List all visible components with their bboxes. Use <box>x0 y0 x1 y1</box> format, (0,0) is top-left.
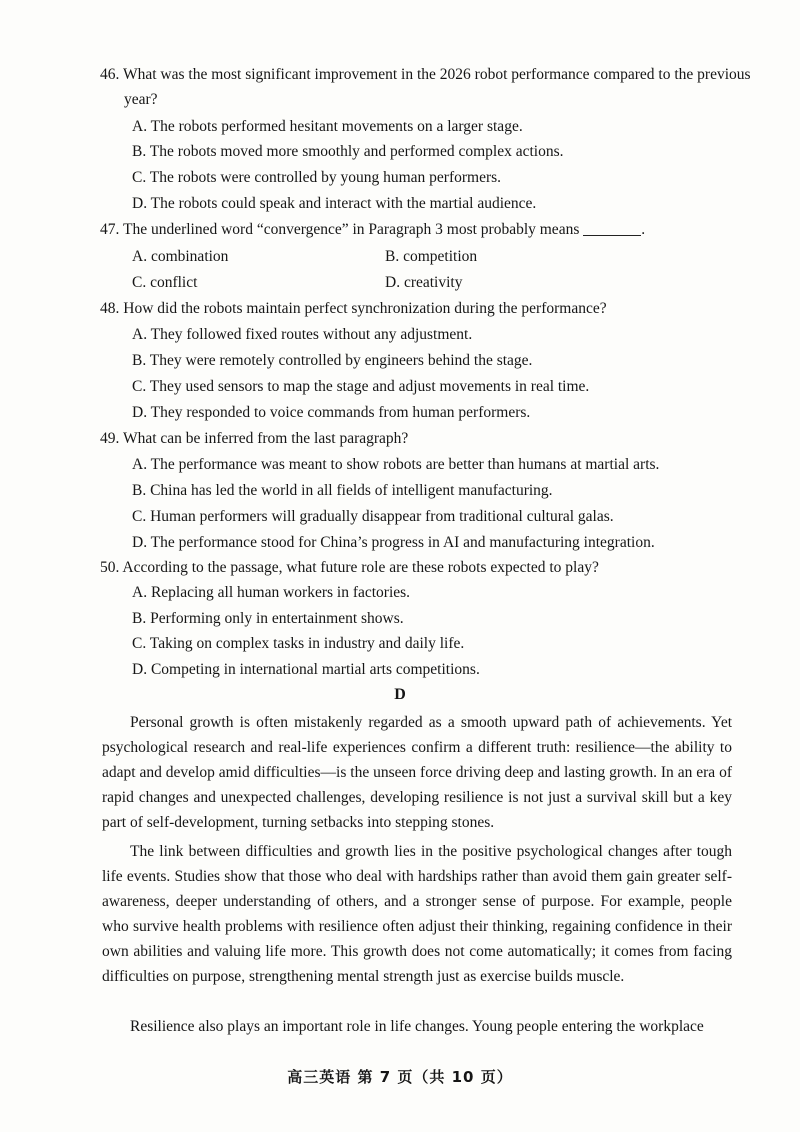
answer-blank <box>583 235 641 236</box>
question-50-option-b: B. Performing only in entertainment shows. <box>132 610 404 627</box>
question-49-option-b: B. China has led the world in all fields of intelligent manufacturing. <box>132 482 553 499</box>
question-47-option-c: C. conflict <box>132 274 198 291</box>
question-49-option-d: D. The performance stood for China’s progress in AI and manufacturing integration. <box>132 534 655 551</box>
question-48-stem: 48. How did the robots maintain perfect synchronization during the performance? <box>100 300 607 317</box>
question-50-option-a: A. Replacing all human workers in factories. <box>132 584 411 601</box>
page-footer: 高三英语 第 7 页（共 10 页） <box>287 1068 513 1086</box>
question-46-option-d: D. The robots could speak and interact with the martial audience. <box>132 195 537 212</box>
question-46-option-c: C. The robots were controlled by young human performers. <box>132 169 502 186</box>
question-49-option-a: A. The performance was meant to show robots are better than humans at martial arts. <box>132 456 660 473</box>
question-46-option-b: B. The robots moved more smoothly and performed complex actions. <box>132 143 564 160</box>
section-heading: D <box>394 686 406 703</box>
question-48-option-a: A. They followed fixed routes without any adjustment. <box>132 326 473 343</box>
question-50-option-c: C. Taking on complex tasks in industry and daily life. <box>132 635 465 652</box>
passage-paragraph-3: Resilience also plays an important role in life changes. Young people entering the workplace <box>130 1018 704 1035</box>
passage-paragraph-1: Personal growth is often mistakenly regarded as a smooth upward path of achievements. Yet psychological research and real-life experiences confirm a different truth: resilience—the ability to adapt and develop amid difficulties—is the unseen force driving deep and lasting growth. In an era of rapid changes and unexpected challenges, developing resilience is not just a survival skill but a key part of self-development, turning setbacks into stepping stones. <box>102 714 732 831</box>
question-48-option-d: D. They responded to voice commands from human performers. <box>132 404 531 421</box>
question-48-option-b: B. They were remotely controlled by engineers behind the stage. <box>132 352 533 369</box>
question-46-stem: 46. What was the most significant improvement in the 2026 robot performance compared to the previous year? <box>100 66 751 108</box>
question-47-option-d: D. creativity <box>385 274 463 291</box>
question-46-option-a: A. The robots performed hesitant movements on a larger stage. <box>132 118 523 135</box>
question-50-option-d: D. Competing in international martial arts competitions. <box>132 661 480 678</box>
question-49-option-c: C. Human performers will gradually disappear from traditional cultural galas. <box>132 508 614 525</box>
question-47-stem: 47. The underlined word “convergence” in Paragraph 3 most probably means <box>100 221 580 238</box>
question-47-option-a: A. combination <box>132 248 229 265</box>
passage-paragraph-2: The link between difficulties and growth lies in the positive psychological changes after tough life events. Studies show that those who deal with hardships rather than avoid them gain greater self-awareness, deeper understanding of others, and a stronger sense of purpose. For example, people who survive health problems with resilience often adjust their thinking, regaining confidence in their own abilities and valuing life more. This growth does not come automatically; it comes from facing difficulties on purpose, strengthening mental strength just as exercise builds muscle. <box>102 843 732 985</box>
question-49-stem: 49. What can be inferred from the last paragraph? <box>100 430 409 447</box>
question-47-row: 47. The underlined word “convergence” in Paragraph 3 most probably means . <box>100 221 646 238</box>
question-50-stem: 50. According to the passage, what future role are these robots expected to play? <box>100 559 599 576</box>
question-48-option-c: C. They used sensors to map the stage and adjust movements in real time. <box>132 378 590 395</box>
question-47-option-b: B. competition <box>385 248 478 265</box>
